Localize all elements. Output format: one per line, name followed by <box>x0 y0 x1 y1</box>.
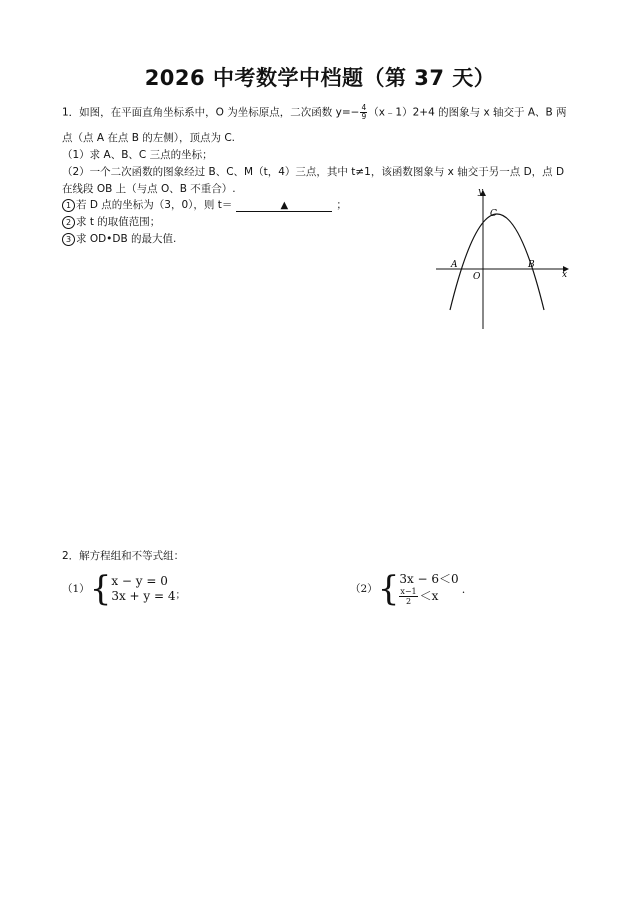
inequality-2 <box>399 587 458 606</box>
q1-sub1-text: 若 D 点的坐标为（3，0），则 t＝ <box>76 199 233 211</box>
q2-part1 <box>62 569 186 609</box>
q1-line2: 点（点 A 在点 B 的左侧），顶点为 C. <box>62 132 235 144</box>
q1-sub2-text: 求 t 的取值范围； <box>76 216 161 228</box>
answer-blank[interactable]: ▲ <box>236 199 332 212</box>
q1-line1-text-b: （x﹣1）2+4 的图象与 x 轴交于 A、B 两 <box>368 106 567 119</box>
q2-heading: 2．解方程组和不等式组： <box>62 550 185 562</box>
circled-number-2: 2 <box>62 216 75 229</box>
equation-system <box>62 569 186 609</box>
circled-number-3: 3 <box>62 233 75 246</box>
equation-2: 3x + y = 4 <box>111 589 176 603</box>
q2-part2-end: . <box>461 582 466 596</box>
q2-part2 <box>350 569 466 609</box>
q1-part1: （1）求 A、B、C 三点的坐标； <box>62 149 213 161</box>
parabola-figure <box>432 185 582 335</box>
q1-fraction-numerator: 4 <box>361 103 367 112</box>
q1-sub1-end: ； <box>336 199 347 211</box>
inequality-2-rest: ＜x <box>419 589 439 603</box>
point-b-label: B <box>528 260 535 270</box>
q2-part2-label: （2） <box>350 583 378 595</box>
q2-part1-label: （1） <box>62 583 90 595</box>
inequality-system <box>350 569 466 609</box>
point-a-label: A <box>451 260 458 270</box>
y-axis-label: y <box>478 187 484 197</box>
vertex-c-label: C <box>490 209 497 219</box>
fraction-numerator: x−1 <box>400 587 417 596</box>
q1-fraction-denominator: 9 <box>361 112 367 121</box>
q1-part2-line1: （2）一个二次函数的图象经过 B、C、M（t，4）三点，其中 t≠1，该函数图象与 x 轴交于另一点 D，点 D <box>62 166 565 178</box>
equation-rows <box>111 574 175 604</box>
q1-sub3-text: 求 OD•DB 的最大值. <box>76 233 177 245</box>
inequality-1: 3x − 6＜0 <box>399 572 459 586</box>
left-brace-icon: { <box>89 569 112 609</box>
inequality-2-fraction <box>399 587 417 606</box>
q2-part1-end: ； <box>175 590 186 601</box>
origin-label: O <box>473 272 481 282</box>
x-axis-label: x <box>562 270 568 280</box>
circled-number-1: 1 <box>62 199 75 212</box>
inequality-rows <box>399 572 458 606</box>
page-title: 2026 中考数学中档题（第 37 天） <box>144 66 496 90</box>
equation-1: x − y = 0 <box>111 574 168 588</box>
q1-fraction <box>360 104 367 121</box>
q1-sub1 <box>62 198 347 212</box>
q1-sub3 <box>62 232 176 246</box>
q1-part2-line2: 在线段 OB 上（与点 O、B 不重合）. <box>62 183 236 195</box>
left-brace-icon: { <box>377 569 400 609</box>
fraction-denominator: 2 <box>405 597 412 606</box>
q1-line1-text-a: 1．如图，在平面直角坐标系中，O 为坐标原点，二次函数 y=− <box>62 106 360 119</box>
q1-line1 <box>62 104 567 121</box>
q1-sub2 <box>62 215 160 229</box>
